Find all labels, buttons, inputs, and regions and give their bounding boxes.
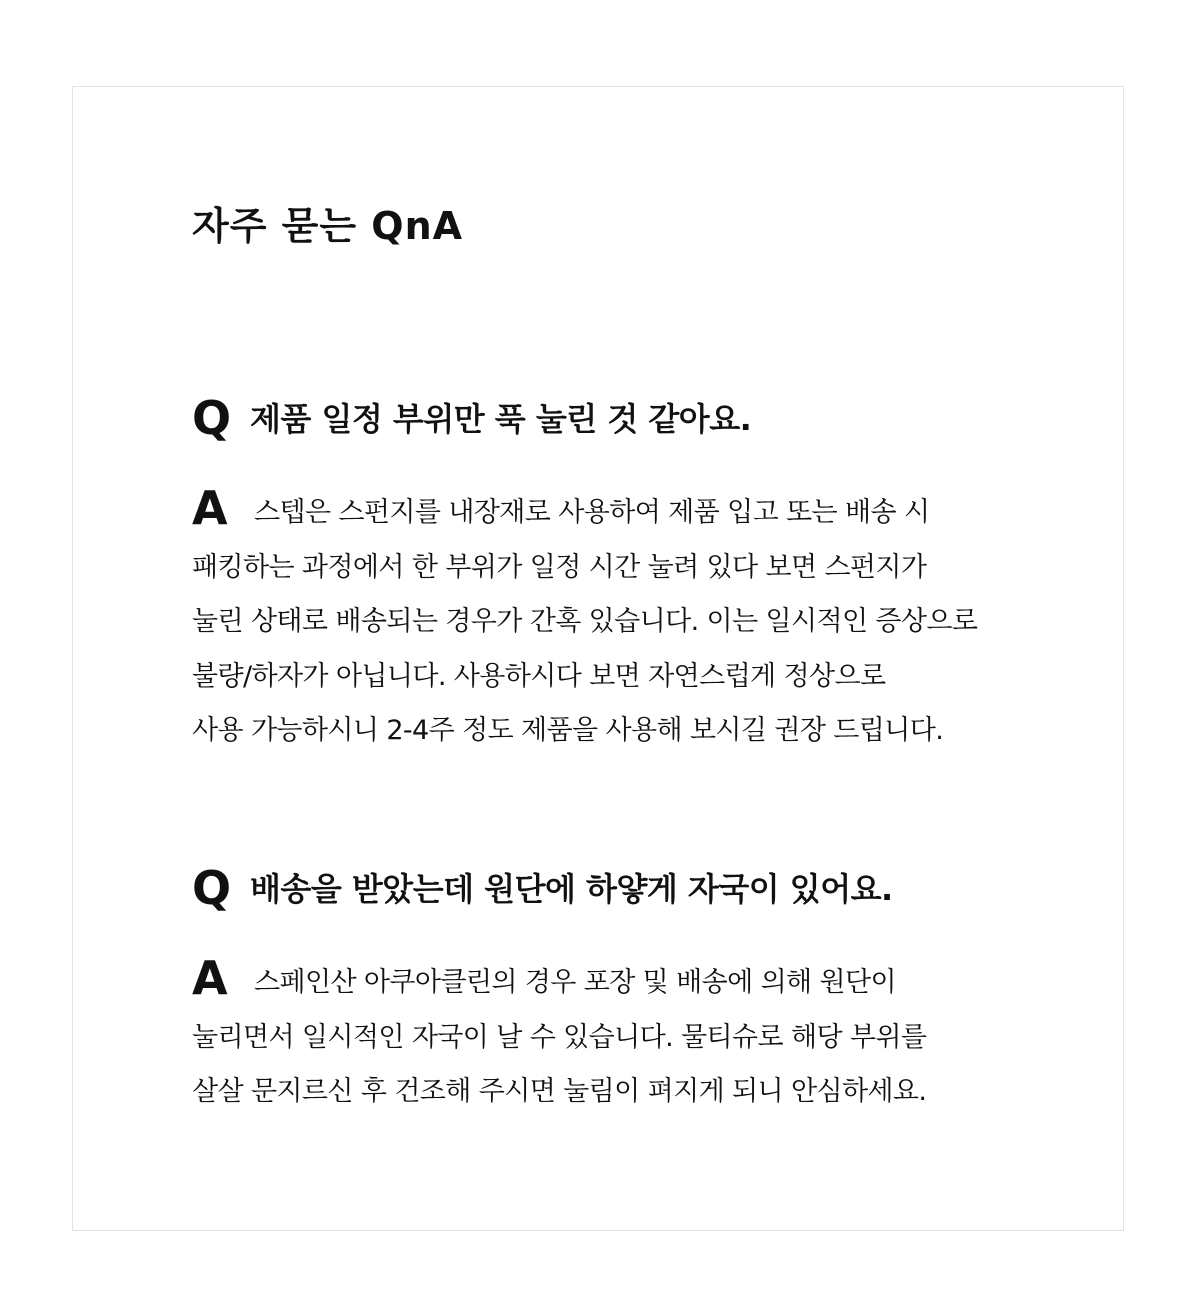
answer-mark: A xyxy=(192,951,228,1005)
page-title: 자주 묻는 QnA xyxy=(192,204,464,248)
answer-line: 눌린 상태로 배송되는 경우가 간혹 있습니다. 이는 일시적인 증상으로 xyxy=(192,606,978,637)
answer-line: 사용 가능하시니 2-4주 정도 제품을 사용해 보시길 권장 드립니다. xyxy=(192,715,944,746)
answer-line: 패킹하는 과정에서 한 부위가 일정 시간 눌려 있다 보면 스펀지가 xyxy=(192,551,927,583)
answer-block xyxy=(192,951,1072,1120)
question-row xyxy=(192,390,1072,448)
answer-mark: A xyxy=(192,481,228,535)
answer-line: 살살 문지르신 후 건조해 주시면 눌림이 펴지게 되니 안심하세요. xyxy=(192,1076,927,1107)
qna-item xyxy=(192,860,1072,1120)
answer-block xyxy=(192,481,1072,759)
question-text: 배송을 받았는데 원단에 하얗게 자국이 있어요. xyxy=(250,870,893,908)
question-mark: Q xyxy=(192,861,232,915)
qna-item xyxy=(192,390,1072,759)
question-text: 제품 일정 부위만 푹 눌린 것 같아요. xyxy=(250,400,752,438)
question-mark: Q xyxy=(192,391,232,445)
answer-line: 스텝은 스펀지를 내장재로 사용하여 제품 입고 또는 배송 시 xyxy=(254,497,930,528)
answer-line: 불량/하자가 아닙니다. 사용하시다 보면 자연스럽게 정상으로 xyxy=(192,660,886,692)
answer-line: 스페인산 아쿠아클린의 경우 포장 및 배송에 의해 원단이 xyxy=(254,967,896,998)
answer-line: 눌리면서 일시적인 자국이 날 수 있습니다. 물티슈로 해당 부위를 xyxy=(192,1021,927,1053)
question-row xyxy=(192,860,1072,918)
